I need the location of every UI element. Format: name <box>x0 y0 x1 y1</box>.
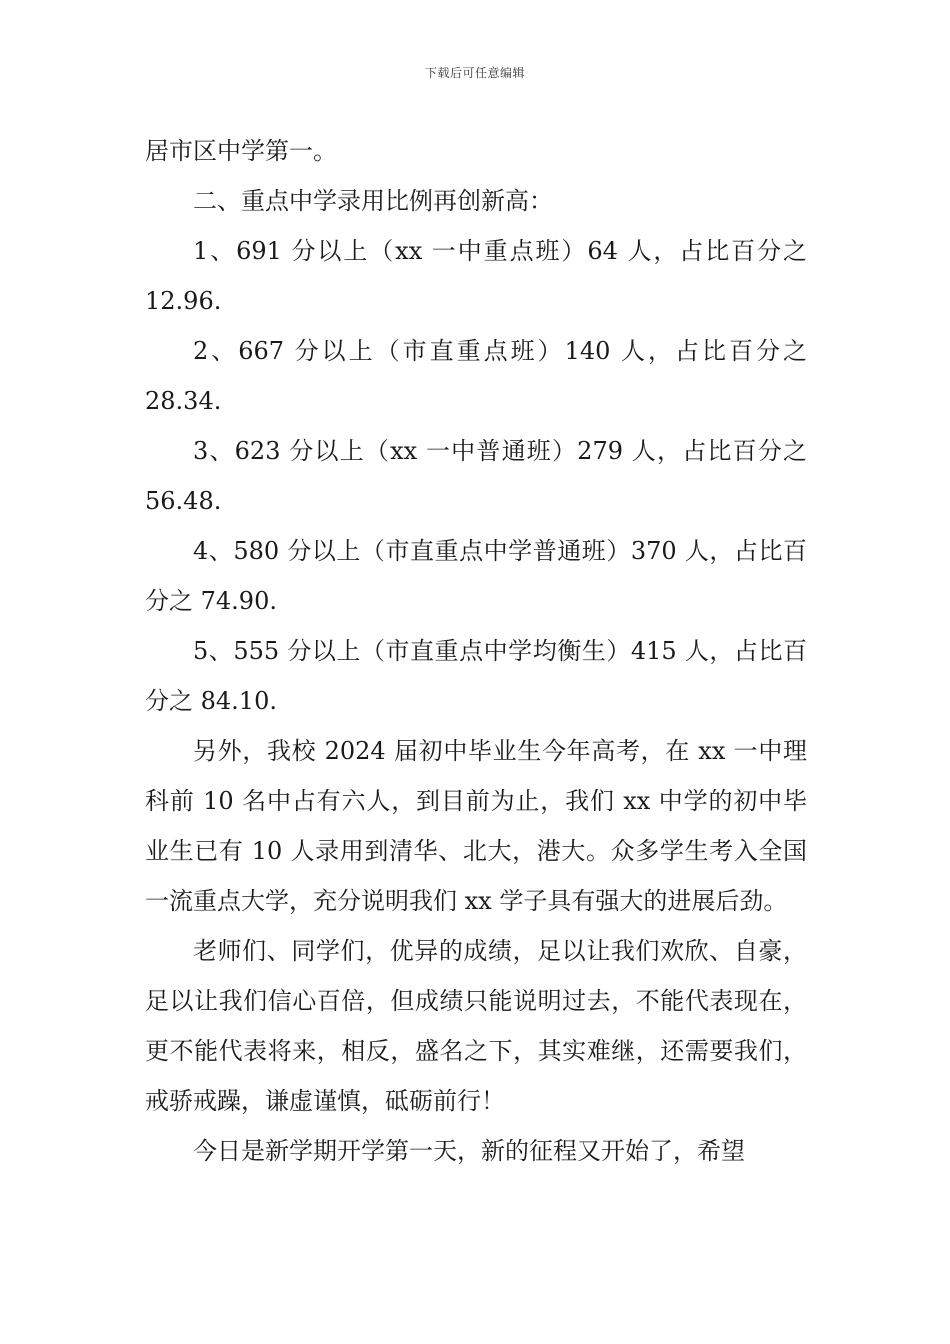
document-body <box>145 126 807 1176</box>
paragraph-new-semester: 今日是新学期开学第一天，新的征程又开始了，希望 <box>193 1137 745 1165</box>
paragraph-section-heading: 二、重点中学录用比例再创新高： <box>193 187 553 215</box>
paragraph-additional: 另外，我校 2024 届初中毕业生今年高考，在 xx 一中理科前 10 名中占有六人，到目前为止，我们 xx 中学的初中毕业生已有 10 人录用到清华、北大，港大。众多学生考入全国一流重点大学，充分说明我们 xx 学子具有强大的进展后劲。 <box>145 737 807 915</box>
page-header: 下载后可任意编辑 <box>424 66 525 80</box>
paragraph-item-5: 5、555 分以上（市直重点中学均衡生）415 人，占比百分之 84.10. <box>145 637 807 715</box>
paragraph-address-teachers: 老师们、同学们，优异的成绩，足以让我们欢欣、自豪，足以让我们信心百倍，但成绩只能说明过去，不能代表现在，更不能代表将来，相反，盛名之下，其实难继，还需要我们，戒骄戒躁，谦虚谨慎，砥砺前行！ <box>145 937 807 1115</box>
paragraph-item-4: 4、580 分以上（市直重点中学普通班）370 人，占比百分之 74.90. <box>145 537 807 615</box>
paragraph-item-3: 3、623 分以上（xx 一中普通班）279 人，占比百分之 56.48. <box>145 437 807 515</box>
paragraph-item-2: 2、667 分以上（市直重点班）140 人，占比百分之 28.34. <box>145 337 807 415</box>
paragraph-item-1: 1、691 分以上（xx 一中重点班）64 人，占比百分之 12.96. <box>145 237 807 315</box>
paragraph-continuation: 居市区中学第一。 <box>145 137 337 165</box>
